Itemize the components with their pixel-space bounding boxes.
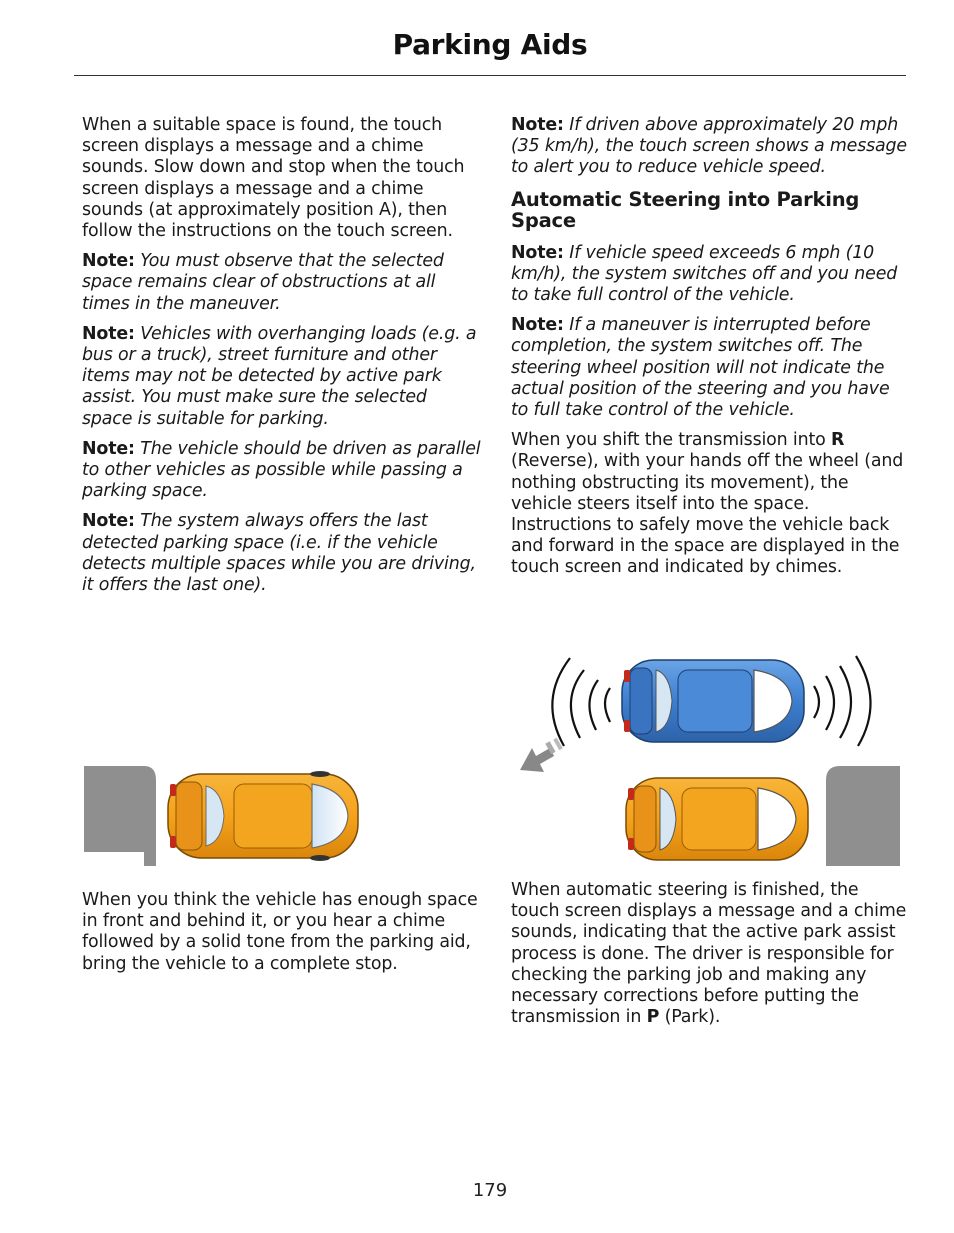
blue-car <box>622 660 804 742</box>
text-run: When automatic steering is finished, the touch screen displays a message and a chime sounds, indicating that the active park assist process is done. The driver is responsible for checking the parking job and making any necessary corrections before putting the transmission in <box>511 880 907 1028</box>
reverse-arrow-icon <box>520 738 563 772</box>
finish-instruction <box>511 880 911 1037</box>
note-text: You must observe that the selected space remains clear of obstructions at all times in the maneuver. <box>82 251 444 314</box>
sensor-wave-icon <box>814 656 871 746</box>
note-maneuver-interrupted <box>511 315 911 421</box>
page-number: 179 <box>472 1180 508 1201</box>
orange-parked-car <box>626 778 808 860</box>
note-label: Note: <box>82 511 135 532</box>
note-speed-alert <box>511 115 911 179</box>
section-heading: Automatic Steering into Parking Space <box>511 187 860 232</box>
note-label: Note: <box>511 315 564 336</box>
note-text: If vehicle speed exceeds 6 mph (10 km/h), the system switches off and you need to take full control of the vehicle. <box>511 242 898 306</box>
header-divider <box>74 75 906 76</box>
note-text: If driven above approximately 20 mph (35 km/h), the touch screen shows a message to alert you to reduce vehicle speed. <box>511 115 907 178</box>
text-run: When you shift the transmission into <box>511 430 832 451</box>
curb <box>84 766 156 866</box>
sensor-wave-icon <box>552 658 610 746</box>
note-speed-exceeds <box>511 243 911 307</box>
stop-instruction <box>82 890 482 984</box>
stop-paragraph: When you think the vehicle has enough space in front and behind it, or you hear a chime followed by a solid tone from the parking aid, bring the vehicle to a complete stop. <box>82 890 478 974</box>
note-text: The system always offers the last detected parking space (i.e. if the vehicle detects multiple spaces while you are driving, it offers the last one). <box>82 511 476 596</box>
gear-p: P <box>646 1007 660 1028</box>
note-last-space <box>82 511 482 596</box>
page-title: Parking Aids <box>392 28 588 61</box>
orange-car <box>168 771 358 861</box>
left-column <box>82 115 482 605</box>
note-label: Note: <box>82 251 135 272</box>
text-run: (Reverse), with your hands off the wheel (and nothing obstructing its movement), the vehicle steers itself into the space. Instructions to safely move the vehicle back and forward in the space are displayed in the touch screen and indicated by chimes. <box>511 451 904 578</box>
curb <box>826 766 900 866</box>
reverse-paragraph <box>511 430 911 578</box>
finish-paragraph <box>511 880 911 1028</box>
intro-paragraph: When a suitable space is found, the touch screen displays a message and a chime sounds. Slow down and stop when the touch screen displays a message and a chime sounds (at approximately position A), then follow the instructions on the touch screen. <box>82 115 465 242</box>
note-overhanging-loads <box>82 324 482 430</box>
figure-car-approaching-space <box>84 762 484 872</box>
note-parallel-driving <box>82 439 482 503</box>
note-text: The vehicle should be driven as parallel to other vehicles as possible while passing a parking space. <box>82 438 481 502</box>
figure-automatic-steering <box>510 648 900 872</box>
right-column <box>511 115 911 588</box>
note-observe-space <box>82 251 482 315</box>
text-run: (Park). <box>659 1007 721 1028</box>
note-label: Note: <box>82 438 135 459</box>
note-label: Note: <box>511 115 564 135</box>
note-text: If a maneuver is interrupted before completion, the system switches off. The steering wheel position will not indicate the actual position of the steering and you have to full take control of the vehicle. <box>511 315 890 421</box>
steering-illustration <box>510 648 900 872</box>
note-text: Vehicles with overhanging loads (e.g. a bus or a truck), street furniture and other items may not be detected by active park assist. You must make sure the selected space is suitable for parking. <box>82 323 477 429</box>
car-illustration <box>84 762 484 872</box>
note-label: Note: <box>511 242 564 263</box>
note-label: Note: <box>82 323 135 344</box>
gear-r: R <box>831 430 845 451</box>
